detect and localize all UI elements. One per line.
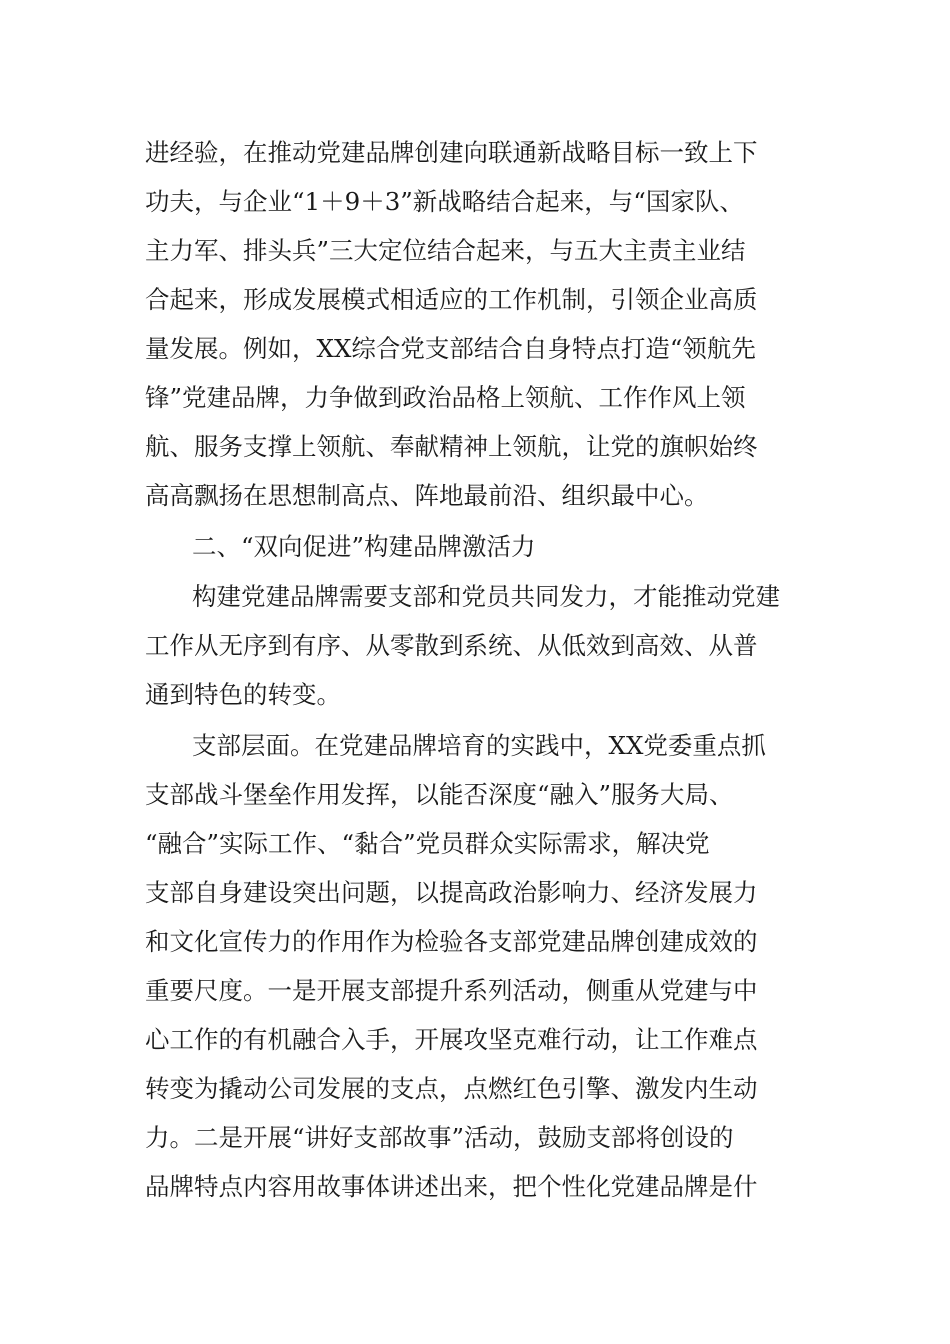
text-line: 转变为撬动公司发展的支点，点燃红色引擎、激发内生动 [145,1074,758,1103]
paragraph-first-line: 支部层面。在党建品牌培育的实践中，XX党委重点抓 [192,731,766,760]
text-line: 进经验，在推动党建品牌创建向联通新战略目标一致上下 [145,138,758,167]
paragraph-first-line: 构建党建品牌需要支部和党员共同发力，才能推动党建 [192,582,780,611]
text-line: 航、服务支撑上领航、奉献精神上领航，让党的旗帜始终 [145,432,758,461]
text-line: 和文化宣传力的作用作为检验各支部党建品牌创建成效的 [145,927,758,956]
text-line: 主力军、排头兵”三大定位结合起来，与五大主责主业结 [145,236,746,265]
text-line: 合起来，形成发展模式相适应的工作机制，引领企业高质 [145,285,758,314]
section-heading: 二、“双向促进”构建品牌激活力 [192,532,536,561]
text-line: 重要尺度。一是开展支部提升系列活动，侧重从党建与中 [145,976,758,1005]
text-line: 量发展。例如，XX综合党支部结合自身特点打造“领航先 [145,334,756,363]
text-line: 锋”党建品牌，力争做到政治品格上领航、工作作风上领 [145,383,746,412]
text-line: 功夫，与企业“1＋9＋3”新战略结合起来，与“国家队、 [145,187,744,216]
text-line: 高高飘扬在思想制高点、阵地最前沿、组织最中心。 [145,481,709,510]
text-line: 支部战斗堡垒作用发挥，以能否深度“融入”服务大局、 [145,780,734,809]
text-line: “融合”实际工作、“黏合”党员群众实际需求，解决党 [145,829,710,858]
text-line: 力。二是开展“讲好支部故事”活动，鼓励支部将创设的 [145,1123,734,1152]
text-line: 通到特色的转变。 [145,680,341,709]
text-line: 工作从无序到有序、从零散到系统、从低效到高效、从普 [145,631,758,660]
text-line: 心工作的有机融合入手，开展攻坚克难行动，让工作难点 [145,1025,758,1054]
text-line: 品牌特点内容用故事体讲述出来，把个性化党建品牌是什 [145,1172,758,1201]
text-line: 支部自身建设突出问题，以提高政治影响力、经济发展力 [145,878,758,907]
